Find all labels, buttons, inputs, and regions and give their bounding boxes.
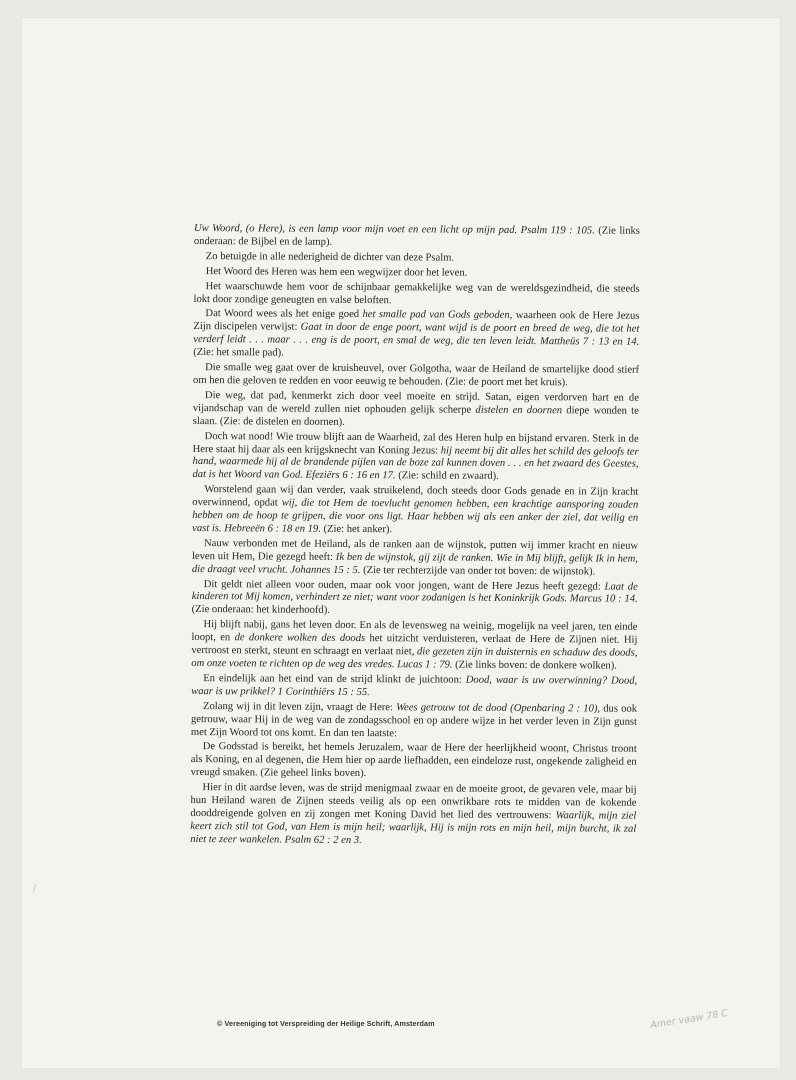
- text-run: Zo betuigde in alle nederigheid de dichter van deze Psalm.: [205, 250, 455, 264]
- text-run: Dat Woord wees als het enige goed: [205, 308, 363, 321]
- text-run: (Zie ter rechterzijde van onder tot boven: de wijnstok).: [360, 564, 596, 578]
- scripture-quote: het smalle pad van Gods geboden,: [362, 309, 513, 322]
- text-run: Worstelend gaan wij dan verder, vaak struikelend, doch steeds door Gods genade en in Zijn kracht overwinnend, opdat: [192, 484, 639, 509]
- text-run: waarheen ook de Here Jezus Zijn discipelen verwijst:: [193, 310, 640, 333]
- paragraph: [193, 362, 639, 391]
- paragraph: [191, 741, 637, 782]
- text-run: En eindelijk aan het eind van de strijd klinkt de juichtoon:: [203, 672, 466, 686]
- scripture-quote: Waarlijk, mijn ziel keert zich stil tot God, van Hem is mijn heil; waarlijk, Hij is mijn rots en mijn heil, mijn burcht, ik zal niet te zeer wankelen. Psalm 62 : 2 en 3.: [190, 810, 637, 846]
- pencil-note: Amer vaaw 78 C: [649, 1007, 729, 1032]
- text-run: (Zie: het smalle pad).: [193, 347, 284, 359]
- paragraph: [191, 619, 637, 673]
- text-run: (Zie: het anker).: [320, 523, 393, 536]
- scripture-quote: Laat de kinderen tot Mij komen, verhindert ze niet; want voor zodanigen is het Koninkrijk Gods. Marcus 10 : 14.: [191, 581, 638, 606]
- scripture-quote: distelen en doornen: [475, 404, 563, 417]
- paragraph: [194, 223, 640, 252]
- text-run: Het waarschuwde hem voor de schijnbaar gemakkelijke weg van de wereldsgezindheid, die steeds lokt door zondige geneugten en valse beloften.: [193, 280, 640, 306]
- scripture-quote: de donkere wolken des doods: [234, 632, 366, 645]
- text-run: Die weg, dat pad, kenmerkt zich door veel moeite en strijd. Satan, eigen verdorven hart en de vijandschap van de wereld zullen niet ophouden gelijk scherpe: [192, 389, 639, 416]
- text-run: Doch wat nood! Wie trouw blijft aan de Waarheid, zal des Heren hulp en bijstand ervaren. Sterk in de Here staat hij daar als een krijgsknecht van Koning Jezus:: [192, 430, 639, 457]
- paragraph: [191, 701, 637, 742]
- text-run: (Zie links boven: de donkere wolken).: [452, 659, 617, 672]
- text-run: dus ook getrouw, waar Hij in de weg van de zondagsschool en op andere wijze in het verder leven in Zijn gunst met Zijn Woord tot ons komt. En dan ten laatste:: [190, 703, 638, 739]
- scripture-quote: hij neemt bij dit alles het schild des geloofs ter hand, waarmede hij al de brandende pijlen van de boze zal kunnen doven . . . en het zwaard des Geestes, dat is het Woord van God. Efeziërs 6 : 16 en 17.: [192, 445, 639, 482]
- pencil-mark: [33, 884, 36, 892]
- paragraph: [193, 281, 639, 310]
- text-run: (Zie links onderaan: de Bijbel en de lamp).: [193, 225, 640, 248]
- text-run: diepe wonden te slaan. (Zie: de distelen en doornen).: [192, 405, 639, 428]
- paragraph: [190, 782, 636, 849]
- copyright-footer: © Vereeniging tot Verspreiding der Heilige Schrift, Amsterdam: [217, 1019, 435, 1028]
- paragraph: [194, 266, 640, 282]
- page-sheet: [22, 18, 780, 1068]
- text-run: Zolang wij in dit leven zijn, vraagt de Here:: [203, 700, 397, 713]
- paragraph: [193, 390, 639, 431]
- paragraph: [192, 538, 638, 579]
- text-run: het uitzicht verduisteren, verlaat de Here de Zijnen niet. Hij vertroost en sterkt, steunt en schraagt en verlaat niet,: [191, 633, 638, 658]
- paragraph: [192, 484, 638, 538]
- scripture-quote: Gaat in door de enge poort, want wijd is de poort en breed de weg, die tot het verderf leidt . . . maar . . . eng is de poort, en smal de weg, die ten leven leidt. Mattheüs 7 : 13 en 14.: [193, 321, 640, 348]
- paragraph: [191, 673, 637, 702]
- text-run: Hij blijft nabij, gans het leven door. En als de levensweg na weinig, mogelijk na veel jaren, ten einde loopt, en: [191, 619, 638, 644]
- paragraph: [193, 308, 639, 362]
- body-text: [190, 223, 640, 851]
- text-run: Het Woord des Heren was hem een wegwijzer door het leven.: [205, 265, 468, 279]
- paragraph: [194, 251, 640, 267]
- scripture-quote: Ik ben de wijnstok, gij zijt de ranken. Wie in Mij blijft, gelijk Ik in hem, die draagt veel vrucht. Johannes 15 : 5.: [191, 551, 638, 576]
- text-run: Nauw verbonden met de Heiland, als de ranken aan de wijnstok, putten wij immer kracht en nieuw leven uit Hem, Die gezegd heeft:: [191, 537, 639, 563]
- text-run: (Zie: schild en zwaard).: [395, 470, 499, 483]
- scripture-quote: Wees getrouw tot de dood (Openbaring 2 : 10),: [396, 701, 601, 715]
- text-run: (Zie onderaan: het kinderhoofd).: [191, 604, 330, 617]
- scripture-quote: wij, die tot Hem de toevlucht genomen hebben, een krachtige aansporing zouden hebben om de hoop te grijpen, die voor ons ligt. Haar hebben wij als een anker der ziel, dat veilig en vast is. Hebreeën 6 : 18 en 19.: [192, 497, 639, 535]
- scripture-quote: Dood, waar is uw overwinning? Dood, waar is uw prikkel? 1 Corinthiërs 15 : 55.: [191, 674, 638, 698]
- text-run: Hier in dit aardse leven, was de strijd menigmaal zwaar en de moeite groot, de gevaren vele, maar bij hun Heiland waren de Zijnen steeds veilig als op een onwrikbare rots te midden van de kokende dooddreigende golven en zij zongen met Koning David het lied des vertrouwens:: [190, 782, 637, 822]
- text-run: Die smalle weg gaat over de kruisheuvel, over Golgotha, waar de Heiland de smartelijke dood stierf om hen die geloven te redden en voor eeuwig te behouden. (Zie: de poort met het kruis).: [193, 362, 640, 389]
- scripture-quote: Uw Woord, (o Here), is een lamp voor mijn voet en een licht op mijn pad. Psalm 119 : 105.: [193, 223, 595, 237]
- text-run: De Godsstad is bereikt, het hemels Jeruzalem, waar de Here der heerlijkheid woont, Christus troont als Koning, en al degenen, die Hem hier op aarde liefhadden, een eindeloze rust, ongekende zaligheid en vreugd smaken. (Zie geheel links boven).: [190, 741, 637, 780]
- text-run: Dit geldt niet alleen voor ouden, maar ook voor jongen, want de Here Jezus heeft gezegd:: [203, 578, 605, 593]
- paragraph: [192, 431, 638, 485]
- paragraph: [192, 579, 638, 620]
- scripture-quote: die gezeten zijn in duisternis en schaduw des doods, om onze voeten te richten op de weg des vredes. Lucas 1 : 79.: [191, 646, 638, 671]
